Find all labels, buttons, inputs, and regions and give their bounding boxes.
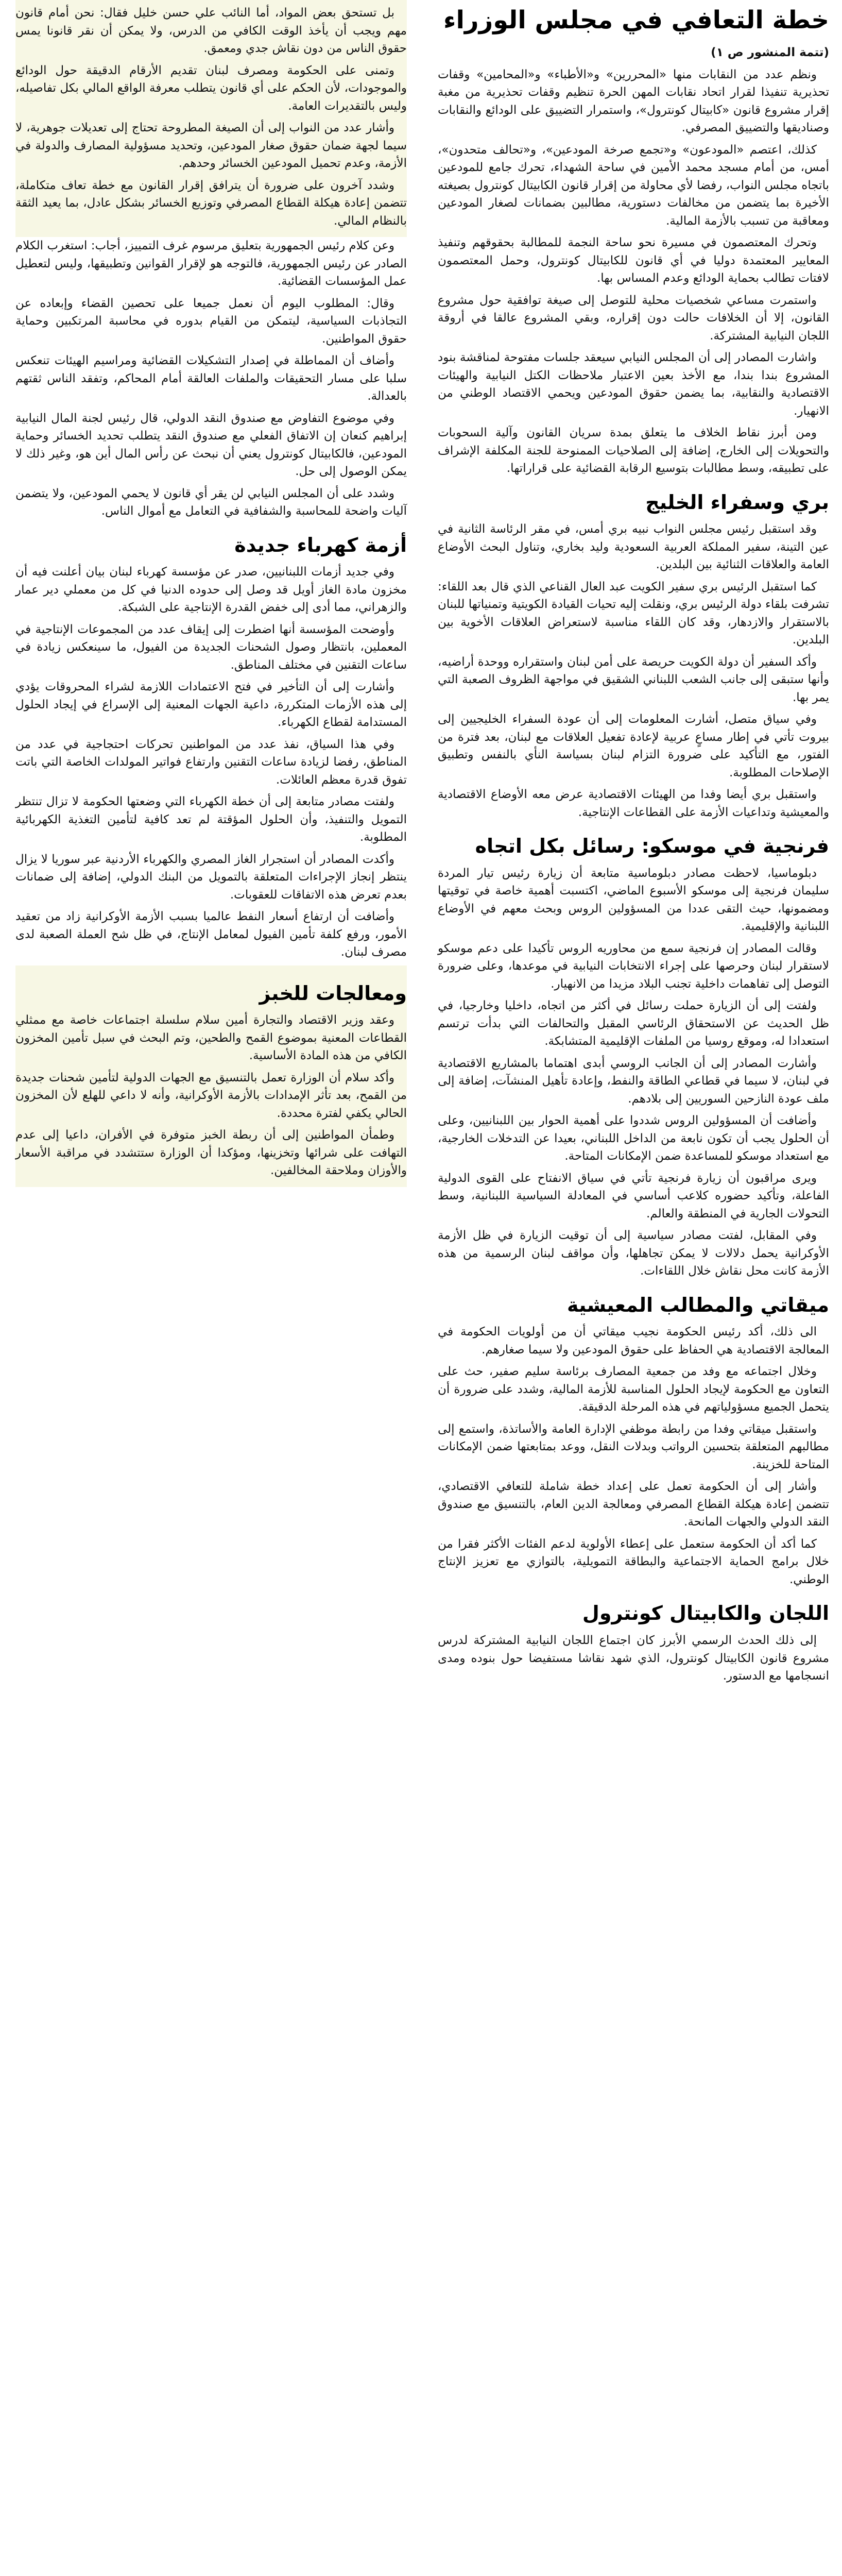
article-paragraph: وأكد سلام أن الوزارة تعمل بالتنسيق مع الجهات الدولية لتأمين شحنات جديدة من القمح، بعد تأثر الإمدادات بالأزمة الأوكرانية، وأنه لا داعي للهلع لأن المخزون الحالي يكفي لفترة محددة. — [15, 1071, 407, 1120]
right-column — [438, 0, 829, 1689]
article-paragraph: وأضاف أن المماطلة في إصدار التشكيلات القضائية ومراسيم الهيئات تنعكس سلبا على مسار التحقيقات والملفات العالقة أمام المحاكم، وتفقد الناس ثقتهم بالعدالة. — [15, 354, 407, 403]
article-paragraph: وتحرك المعتصمون في مسيرة نحو ساحة النجمة للمطالبة بحقوقهم وتنفيذ المعايير المعتمدة دوليا في أي قانون للكابيتال كونترول، وحمل المعتصمون لافتات تطالب بحماية الودائع وعدم المساس بها. — [438, 236, 829, 285]
section-heading-committees-capital-control: اللجان والكابيتال كونترول — [582, 1602, 829, 1625]
section-heading-mikati-demands: ميقاتي والمطالب المعيشية — [567, 1293, 829, 1316]
article-paragraph: وطمأن المواطنين إلى أن ربطة الخبز متوفرة في الأفران، داعيا إلى عدم التهافت على شرائها وتخزينها، ومؤكدا أن الوزارة ستتشدد في مراقبة الأسعار والأوزان وملاحقة المخالفين. — [15, 1128, 407, 1178]
article-paragraph: كما استقبل الرئيس بري سفير الكويت عبد العال القناعي الذي قال بعد اللقاء: تشرفت بلقاء دولة الرئيس بري، ونقلت إليه تحيات القيادة الكويتية وتمنياتها للبنان بالاستقرار والازدهار، وقد كان اللقاء مناسبة لاستعراض العلاقات الأخوية بين البلدين. — [438, 580, 829, 647]
article-paragraph: وأضافت أن المسؤولين الروس شددوا على أهمية الحوار بين اللبنانيين، وعلى أن الحلول يجب أن تكون نابعة من الداخل اللبناني، بعيدا عن التدخلات الخارجية، مع استعداد موسكو للمساعدة ضمن الإمكانات المتاحة. — [438, 1114, 829, 1163]
article-paragraph: وفي هذا السياق، نفذ عدد من المواطنين تحركات احتجاجية في عدد من المناطق، رفضا لزيادة ساعات التقنين وارتفاع فواتير المولدات الخاصة التي باتت تفوق قدرة معظم العائلات. — [15, 737, 407, 787]
article-paragraph: وأكد السفير أن دولة الكويت حريصة على أمن لبنان واستقراره ووحدة أراضيه، وأنها ستبقى إلى جانب الشعب اللبناني الشقيق في مواجهة الظروف الصعبة التي يمر بها. — [438, 655, 829, 704]
article-paragraph: وشدد آخرون على ضرورة أن يترافق إقرار القانون مع خطة تعاف متكاملة، تتضمن إعادة هيكلة القطاع المصرفي وتوزيع الخسائر بشكل عادل، بما يعيد الثقة بالنظام المالي. — [15, 178, 407, 228]
article-paragraph: وعن كلام رئيس الجمهورية بتعليق مرسوم غرف التمييز، أجاب: استغرب الكلام الصادر عن رئيس الجمهورية، فالتوجه هو لإقرار القوانين وتطبيقها، وليس لتعطيل عمل المؤسسات القضائية. — [15, 239, 407, 288]
article-paragraph: ولفتت مصادر متابعة إلى أن خطة الكهرباء التي وضعتها الحكومة لا تزال تنتظر التمويل والتنفيذ، وأن الحلول المؤقتة لم تعد كافية لتأمين التغذية الكهربائية المطلوبة. — [15, 795, 407, 844]
continuation-note: (تتمة المنشور ص ١) — [711, 46, 829, 60]
article-paragraph: وفي سياق متصل، أشارت المعلومات إلى أن عودة السفراء الخليجيين إلى بيروت تأتي في إطار مساعٍ عربية لإعادة تفعيل العلاقات مع لبنان، بعد فترة من الفتور، مع التأكيد على ضرورة التزام لبنان بسياسة النأي بالنفس وتطبيق الإصلاحات المطلوبة. — [438, 713, 829, 779]
article-paragraph: كما أكد أن الحكومة ستعمل على إعطاء الأولوية لدعم الفئات الأكثر فقرا من خلال برامج الحماية الاجتماعية والبطاقة التمويلية، بالتوازي مع تعزيز الإنتاج الوطني. — [438, 1537, 829, 1586]
article-paragraph: وأشار عدد من النواب إلى أن الصيغة المطروحة تحتاج إلى تعديلات جوهرية، لا سيما لجهة ضمان حقوق صغار المودعين، وتحديد مسؤولية المصارف والدولة في الأزمة، وعدم تحميل المودعين الخسائر وحدهم. — [15, 121, 407, 170]
article-paragraph: وأشار إلى أن الحكومة تعمل على إعداد خطة شاملة للتعافي الاقتصادي، تتضمن إعادة هيكلة القطاع المصرفي ومعالجة الدين العام، بالتنسيق مع صندوق النقد الدولي والجهات المانحة. — [438, 1480, 829, 1529]
article-paragraph: وقد استقبل رئيس مجلس النواب نبيه بري أمس، في مقر الرئاسة الثانية في عين التينة، سفير المملكة العربية السعودية وليد بخاري، وتناول البحث الأوضاع العامة والعلاقات الثنائية بين البلدين. — [438, 522, 829, 572]
article-paragraph: واستقبل ميقاتي وفدا من رابطة موظفي الإدارة العامة والأساتذة، واستمع إلى مطالبهم المتعلقة بتحسين الرواتب وبدلات النقل، ووعد بمتابعتها ضمن الإمكانات المتاحة للخزينة. — [438, 1422, 829, 1471]
article-paragraph: وفي موضوع التفاوض مع صندوق النقد الدولي، قال رئيس لجنة المال النيابية إبراهيم كنعان إن الاتفاق الفعلي مع صندوق النقد يتطلب تحديد الخسائر وحماية المودعين، فالكابيتال كونترول يعني أن نبحث عن رأس المال أين هو، وغير ذلك لا يمكن الوصول إلى حل. — [15, 411, 407, 478]
article-paragraph: وأشارت المصادر إلى أن الجانب الروسي أبدى اهتماما بالمشاريع الاقتصادية في لبنان، لا سيما في قطاعي الطاقة والنفط، وإعادة تأهيل المنشآت، إضافة إلى ملف عودة النازحين السوريين إلى بلادهم. — [438, 1056, 829, 1106]
article-paragraph: وأشارت إلى أن التأخير في فتح الاعتمادات اللازمة لشراء المحروقات يؤدي إلى هذه الأزمات المتكررة، داعية الجهات المعنية إلى الإسراع في إيجاد الحلول المستدامة لقطاع الكهرباء. — [15, 680, 407, 730]
article-paragraph: بل تستحق بعض المواد، أما النائب علي حسن خليل فقال: نحن أمام قانون مهم ويجب أن يأخذ الوقت الكافي من الدرس، ولا يمكن أن نقر قانونا يمس حقوق الناس من دون نقاش جدي ومعمق. — [15, 6, 407, 55]
left-column — [15, 0, 407, 1187]
article-paragraph: ويرى مراقبون أن زيارة فرنجية تأتي في سياق الانفتاح على القوى الدولية الفاعلة، وتأكيد حضوره كلاعب أساسي في المعادلة السياسية اللبنانية، وسط التحولات الجارية في المنطقة والعالم. — [438, 1171, 829, 1221]
article-paragraph: وفي جديد أزمات اللبنانيين، صدر عن مؤسسة كهرباء لبنان بيان أعلنت فيه أن مخزون مادة الغاز أويل قد وصل إلى حدوده الدنيا في كل من معملي دير عمار والزهراني، مما أدى إلى خفض القدرة الإنتاجية على الشبكة. — [15, 565, 407, 615]
article-paragraph: واستمرت مساعي شخصيات محلية للتوصل إلى صيغة توافقية حول مشروع القانون، إلا أن الخلافات حالت دون إقراره، وبقي المشروع عالقا في أروقة اللجان النيابية المشتركة. — [438, 293, 829, 343]
article-paragraph: واستقبل بري أيضا وفدا من الهيئات الاقتصادية عرض معه الأوضاع الاقتصادية والمعيشية وتداعيات الأزمة على القطاعات الإنتاجية. — [438, 788, 829, 819]
article-paragraph: وقال: المطلوب اليوم أن نعمل جميعا على تحصين القضاء وإبعاده عن التجاذبات السياسية، ليتمكن من القيام بدوره في محاسبة المرتكبين وحماية حقوق المواطنين. — [15, 296, 407, 346]
section-heading-berri-gulf: بري وسفراء الخليج — [645, 490, 829, 514]
article-paragraph: وأوضحت المؤسسة أنها اضطرت إلى إيقاف عدد من المجموعات الإنتاجية في المعملين، بانتظار وصول الشحنات الجديدة من الفيول، ما سينعكس زيادة في ساعات التقنين في مختلف المناطق. — [15, 622, 407, 672]
highlighted-box — [15, 0, 407, 237]
article-paragraph: وعقد وزير الاقتصاد والتجارة أمين سلام سلسلة اجتماعات خاصة مع ممثلي القطاعات المعنية بموضوع القمح والطحين، وتم البحث في سبل تأمين المخزون الكافي من هذه المادة الأساسية. — [15, 1013, 407, 1063]
article-paragraph: واشارت المصادر إلى أن المجلس النيابي سيعقد جلسات مفتوحة لمناقشة بنود المشروع بندا بندا، مع الأخذ بعين الاعتبار ملاحظات الكتل النيابية والهيئات الاقتصادية والنقابية، بما يضمن حقوق المودعين ويحمي الاقتصاد الوطني من الانهيار. — [438, 351, 829, 418]
article-paragraph: ونظم عدد من النقابات منها «المحررين» و«الأطباء» و«المحامين» وقفات تحذيرية تنفيذا لقرار اتحاد نقابات المهن الحرة تنظيم وقفات تحذيرية من مغبة إقرار مشروع قانون «كابيتال كونترول»، واستمرار التضييق على الودائع والنقابات وصناديقها والتضييق المصرفي. — [438, 67, 829, 135]
article-paragraph: دبلوماسيا، لاحظت مصادر دبلوماسية متابعة أن زيارة رئيس تيار المردة سليمان فرنجية إلى موسكو الأسبوع الماضي، اكتسبت أهمية خاصة في توقيتها ومضمونها، حيث التقى عددا من المسؤولين الروس وبحث معهم في الأوضاع اللبنانية والإقليمية. — [438, 866, 829, 934]
article-paragraph: وفي المقابل، لفتت مصادر سياسية إلى أن توقيت الزيارة في ظل الأزمة الأوكرانية يحمل دلالات لا يمكن تجاهلها، وأن مواقف لبنان الرسمية من هذه الأزمة كانت محل نقاش خلال اللقاءات. — [438, 1229, 829, 1278]
article-paragraph: إلى ذلك الحدث الرسمي الأبرز كان اجتماع اللجان النيابية المشتركة لدرس مشروع قانون الكابيتال كونترول، الذي شهد نقاشا مستفيضا حول بنوده ومدى انسجامها مع الدستور. — [438, 1634, 829, 1683]
article-paragraph: كذلك، اعتصم «المودعون» و«تجمع صرخة المودعين»، و«تحالف متحدون»، أمس، من أمام مسجد محمد الأمين في ساحة الشهداء، تحرك جامع للمودعين باتجاه مجلس النواب، رفضا لأي محاولة من إقرار قانون الكابيتال كونترول بصيغته الأخيرة بما يتضمن من مخالفات دستورية، مطالبين بضمانات لصغار المودعين ومعاقبة من تسبب بالأزمة المالية. — [438, 143, 829, 228]
article-paragraph: الى ذلك، أكد رئيس الحكومة نجيب ميقاتي أن من أولويات الحكومة في المعالجة الاقتصادية هي الحفاظ على حقوق المودعين ولا سيما صغارهم. — [438, 1325, 829, 1357]
main-headline: خطة التعافي في مجلس الوزراء — [443, 6, 829, 35]
article-paragraph: وأضافت أن ارتفاع أسعار النفط عالميا بسبب الأزمة الأوكرانية زاد من تعقيد الأمور، ورفع كلفة تأمين الفيول لمعامل الإنتاج، في ظل شح العملة الصعبة لدى مصرف لبنان. — [15, 910, 407, 959]
article-paragraph: وأكدت المصادر أن استجرار الغاز المصري والكهرباء الأردنية عبر سوريا لا يزال ينتظر إنجاز الإجراءات المتعلقة بالتمويل من البنك الدولي، إضافة إلى ضمانات بعدم تعرض هذه الاتفاقات للعقوبات. — [15, 852, 407, 902]
section-heading-frangieh-moscow: فرنجية في موسكو: رسائل بكل اتجاه — [475, 835, 829, 858]
article-paragraph: ولفتت إلى أن الزيارة حملت رسائل في أكثر من اتجاه، داخليا وخارجيا، في ظل الحديث عن الاستحقاق الرئاسي المقبل والتحالفات التي بدأت ترتسم استعدادا له، وموقع روسيا من الملفات الإقليمية المتشابكة. — [438, 999, 829, 1048]
article-paragraph: وخلال اجتماعه مع وفد من جمعية المصارف برئاسة سليم صفير، حث على التعاون مع الحكومة لإيجاد الحلول المناسبة للأزمة المالية، وشدد على ضرورة أن يتحمل الجميع مسؤولياتهم في هذه المرحلة الدقيقة. — [438, 1365, 829, 1414]
article-paragraph: وشدد على أن المجلس النيابي لن يقر أي قانون لا يحمي المودعين، ولا يتضمن آليات واضحة للمحاسبة والشفافية في التعامل مع أموال الناس. — [15, 486, 407, 518]
section-heading-electricity-crisis: أزمة كهرباء جديدة — [234, 533, 407, 556]
section-heading-bread: ومعالجات للخبز — [259, 981, 407, 1005]
article-paragraph: وتمنى على الحكومة ومصرف لبنان تقديم الأرقام الدقيقة حول الودائع والموجودات، لأن الحكم على أي قانون يتطلب معرفة الواقع المالي بكل تفاصيله، وليس بالتقديرات العامة. — [15, 63, 407, 113]
highlighted-box — [15, 965, 407, 1187]
article-paragraph: وقالت المصادر إن فرنجية سمع من محاوريه الروس تأكيدا على دعم موسكو لاستقرار لبنان وحرصها على إجراء الانتخابات النيابية في موعدها، وعلى ضرورة التوصل إلى تفاهمات داخلية تجنب البلاد مزيدا من الانهيار. — [438, 941, 829, 991]
article-paragraph: ومن أبرز نقاط الخلاف ما يتعلق بمدة سريان القانون وآلية السحوبات والتحويلات إلى الخارج، إضافة إلى الصلاحيات الممنوحة للجنة المكلفة الإشراف على تطبيقه، وسط مطالبات بتوسيع الرقابة القضائية على قراراتها. — [438, 426, 829, 476]
